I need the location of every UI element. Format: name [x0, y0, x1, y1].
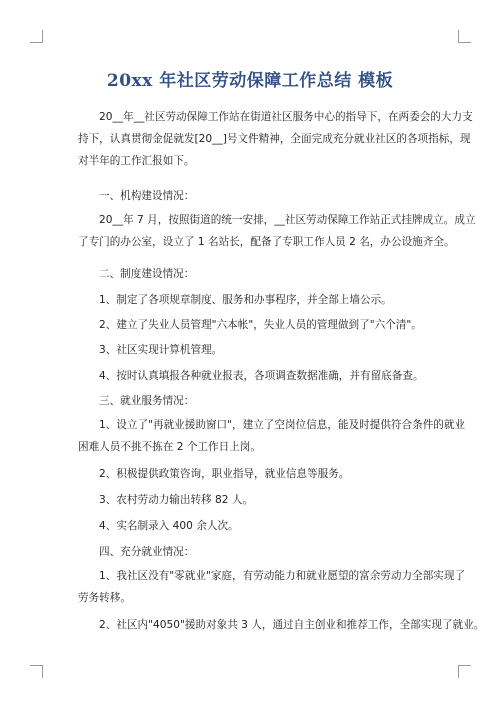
- page-corner-mark-bottom-right: [458, 665, 471, 678]
- paragraph-line: 对半年的工作汇报如下。: [78, 155, 195, 167]
- list-item-system-3: [78, 339, 438, 361]
- section-heading-full-employment: [78, 541, 438, 563]
- paragraph-line: 2、社区内"4050"援助对象共 3 人，通过自主创业和推荐工作，全部实现了就业。: [99, 619, 485, 631]
- page-corner-mark-top-left: [30, 30, 43, 43]
- section-heading-employment-service: [78, 390, 438, 412]
- paragraph-line: 一、机构建设情况：: [99, 190, 195, 202]
- paragraph-line: 3、社区实现计算机管理。: [99, 344, 223, 356]
- paragraph-line: 4、按时认真填报各种就业报表，各项调查数据准确，并有留底备查。: [99, 370, 424, 382]
- paragraph-line: 三、就业服务情况：: [99, 395, 195, 407]
- list-item-system-4: [78, 365, 438, 387]
- paragraph-line: 2、建立了失业人员管理"六本帐"，失业人员的管理做到了"六个清"。: [99, 319, 422, 331]
- paragraph-organization: [78, 209, 476, 253]
- paragraph-line: 2、积极提供政策咨询，职业指导，就业信息等服务。: [99, 468, 350, 480]
- paragraph-line: 四、充分就业情况：: [99, 546, 195, 558]
- paragraph-line: 了专门的办公室，设立了 1 名站长，配备了专职工作人员 2 名，办公设施齐全。: [78, 236, 455, 248]
- paragraph-line: 二、制度建设情况：: [99, 268, 195, 280]
- paragraph-line: 1、我社区没有"零就业"家庭，有劳动能力和就业愿望的富余劳动力全部实现了: [99, 570, 466, 582]
- list-item-full-employment-2: [78, 614, 485, 636]
- list-item-service-3: [78, 489, 438, 511]
- paragraph-line: 1、设立了"再就业援助窗口"，建立了空岗位信息，能及时提供符合条件的就业: [99, 419, 466, 431]
- paragraph-intro: [78, 106, 473, 172]
- page-corner-mark-bottom-left: [30, 665, 43, 678]
- section-heading-organization: [78, 185, 438, 207]
- document-title: 20xx 年社区劳动保障工作总结 模板: [106, 71, 394, 91]
- list-item-service-1: [78, 414, 466, 458]
- paragraph-line: 持下，认真贯彻金促就发[20__]号文件精神，全面完成充分就业社区的各项指标，现: [78, 133, 471, 145]
- paragraph-line: 1、制定了各项规章制度、服务和办事程序，并全部上墙公示。: [99, 294, 392, 306]
- list-item-service-2: [78, 463, 438, 485]
- paragraph-line: 劳务转移。: [78, 592, 131, 604]
- page-corner-mark-top-right: [458, 30, 471, 43]
- list-item-system-2: [78, 314, 438, 336]
- list-item-service-4: [78, 515, 438, 537]
- paragraph-line: 困难人员不挑不拣在 2 个工作日上岗。: [78, 441, 261, 453]
- list-item-full-employment-1: [78, 565, 466, 609]
- paragraph-line: 4、实名制录入 400 余人次。: [99, 520, 239, 532]
- paragraph-line: 20__年__社区劳动保障工作站在街道社区服务中心的指导下，在两委会的大力支: [99, 111, 473, 123]
- list-item-system-1: [78, 289, 438, 311]
- paragraph-line: 20__年 7 月，按照街道的统一安排，__社区劳动保障工作站正式挂牌成立。成立: [99, 214, 476, 226]
- paragraph-line: 3、农村劳动力输出转移 82 人。: [99, 494, 254, 506]
- section-heading-system: [78, 263, 438, 285]
